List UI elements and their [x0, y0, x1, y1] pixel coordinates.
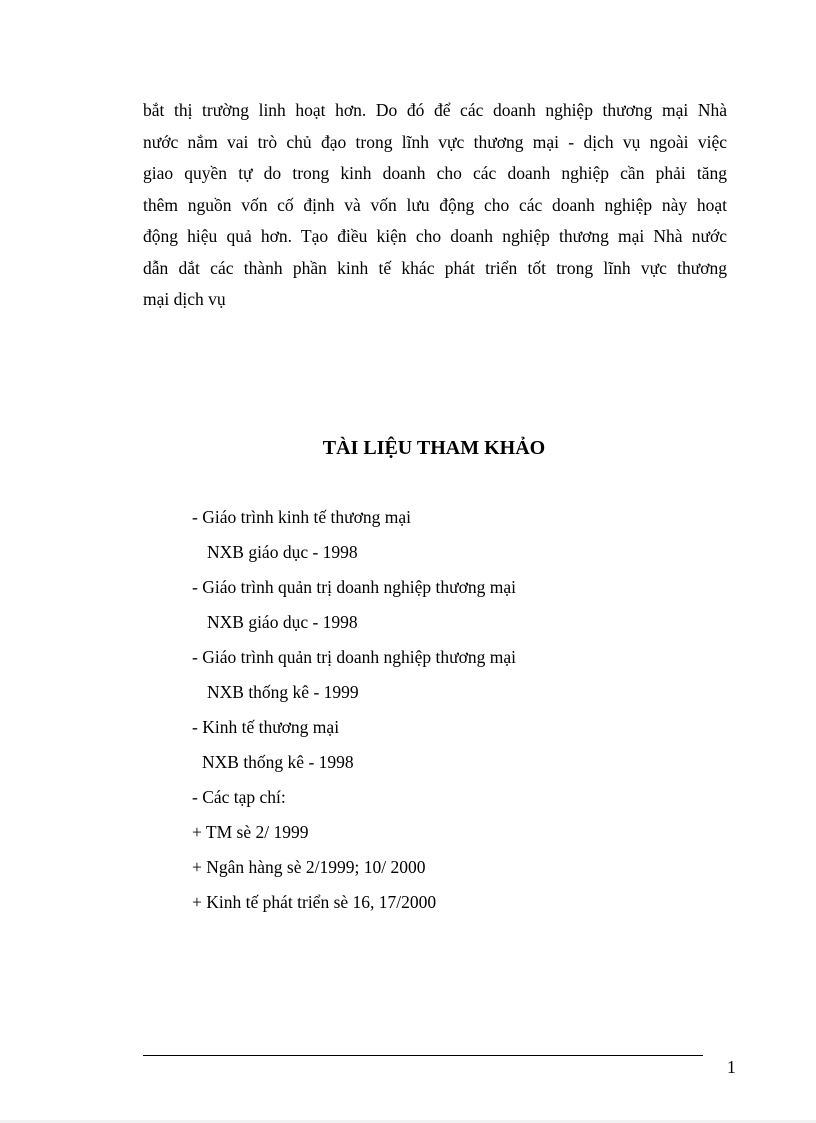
reference-entry: - Kinh tế thương mại: [192, 717, 340, 737]
reference-publisher: NXB giáo dục - 1998: [207, 542, 358, 562]
reference-publisher: NXB thống kê - 1999: [207, 682, 359, 702]
paragraph-line: dẫn dắt các thành phần kinh tế khác phát triển tốt trong lĩnh vực thương: [143, 257, 727, 278]
references-heading: TÀI LIỆU THAM KHẢO: [322, 437, 546, 459]
reference-entry: - Giáo trình quản trị doanh nghiệp thương mại: [192, 577, 516, 597]
paragraph-line: động hiệu quả hơn. Tạo điều kiện cho doanh nghiệp thương mại Nhà nước: [143, 226, 727, 246]
reference-entry: - Các tạp chí:: [192, 787, 286, 807]
journal-entry: + Kinh tế phát triển sè 16, 17/2000: [192, 892, 437, 912]
paragraph-line: nước nắm vai trò chủ đạo trong lĩnh vực thương mại - dịch vụ ngoài việc: [143, 131, 727, 152]
page-number: 1: [727, 1057, 736, 1077]
reference-publisher: NXB thống kê - 1998: [202, 752, 354, 772]
journal-entry: + TM sè 2/ 1999: [192, 822, 309, 842]
paragraph-line: giao quyền tự do trong kinh doanh cho các doanh nghiệp cần phải tăng: [143, 163, 727, 183]
reference-publisher: NXB giáo dục - 1998: [207, 612, 358, 632]
reference-entry: - Giáo trình kinh tế thương mại: [192, 507, 411, 527]
journal-entry: + Ngân hàng sè 2/1999; 10/ 2000: [192, 857, 426, 877]
paragraph-line: bắt thị trường linh hoạt hơn. Do đó để các doanh nghiệp thương mại Nhà: [143, 100, 727, 120]
paragraph-line: mại dịch vụ: [143, 289, 226, 309]
reference-entry: - Giáo trình quản trị doanh nghiệp thương mại: [192, 647, 516, 667]
paragraph-line: thêm nguồn vốn cố định và vốn lưu động cho các doanh nghiệp này hoạt: [143, 194, 727, 215]
footer-rule: [143, 1055, 703, 1056]
